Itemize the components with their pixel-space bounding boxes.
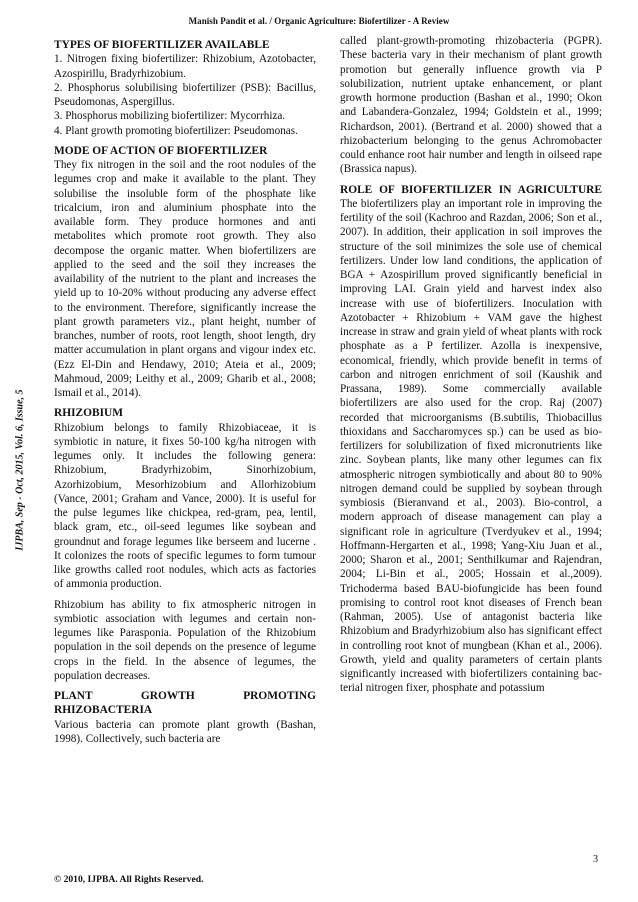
type-item-3: 3. Phosphorus mobilizing biofertilizer: Mycorrhiza. — [54, 110, 286, 123]
journal-sidebar — [8, 60, 32, 880]
types-heading: TYPES OF BIOFERTILIZER AVAILABLE — [54, 39, 270, 51]
copyright-footer: © 2010, IJPBA. All Rights Reserved. — [54, 874, 204, 885]
pgpr-continuation-paragraph: called plant-growth-promoting rhizobacteria (PGPR). These bacteria vary in their mechanism of plant growth promotion but generally influence growth via P solubilization, nutrient uptake enhancement, or plant growth hormone production (Bashan et al., 1990; Okon and Labandera-Gonzalez, 1994; Goldstein et al., 1999; Richardson, 2001). (Bertrand et al. 2000) showed that a rhizobacterium belonging to the genus Achromobacter could enhance root hair number and length in oilseed rape (Brassica napus). — [340, 35, 602, 176]
left-column — [54, 34, 316, 752]
role-paragraph: The biofertilizers play an important role in improving the fertility of the soil (Kachroo and Razdan, 2006; Son et al., 2007). In addition, their application in soil improves the structure of the soil minimizes the sole use of chemical fertilizers. Under low land conditions, the application of BGA + Azospirillum proved significantly beneficial in improving LAI. Grain yield and harvest index also increase with use of biofertilizers. Inoculation with Azotobacter + Rhizobium + VAM gave the highest increase in straw and grain yield of wheat plants with rock phosphate as a P fertilizer. Azolla is inexpensive, economical, friendly, which provide benefit in terms of carbon and nitrogen enrichment of soil (Kaushik and Prassana, 1989). Some commercially available biofertilizers are also used for the crop. Raj (2007) recorded that microorganisms (B.subtilis, Thiobacillus thioxidans and Saccharomyces sp.) can be used as bio-fertilizers for solubilization of fixed micronutrients like zinc. Soybean plants, like many other legumes can fix atmospheric nitrogen symbiotically and about 80 to 90% nitrogen demand could be supplied by soybean through symbiosis (Bieranvand et al., 2003). Bio-control, a modern approach of disease management can play a significant role in agriculture (Tverdyukev et al., 1994; Hoffmann-Hergarten et al., 1998; Yang-Xiu Juan et al., 2000; Sharon et al., 2001; Senthilkumar and Rajendran, 2004; Li-Bin et al., 2005; Hossain et al.,2009). Trichoderma based BAU-biofungicide has been found promising to control root knot diseases of French bean (Rahman, 2005). Use of antagonist bacteria like Rhizobium and Bradyrhizobium also has significant effect in controlling root knot of mungbean (Khan et al., 2006). Growth, yield and quality parameters of certain plants significantly increased with biofertilizers containing bac- terial nitrogen fixer, phosphate and potassium — [340, 197, 602, 695]
pgpr-paragraph: Various bacteria can promote plant growth (Bashan, 1998). Collectively, such bacteria are — [54, 718, 316, 745]
type-item-1: 1. Nitrogen fixing biofertilizer: Rhizobium, Azotobacter, Azospirillu, Bradyrhizobium. — [54, 53, 316, 80]
page-number: 3 — [593, 854, 598, 865]
type-item-4: 4. Plant growth promoting biofertilizer: Pseudomonas. — [54, 124, 298, 137]
journal-info: IJPBA, Sep - Oct, 2015, Vol. 6, Issue, 5 — [14, 389, 26, 551]
rhizobium-paragraph-1: Rhizobium belongs to family Rhizobiaceae, it is symbiotic in nature, it fixes 50-100 kg/ha nitrogen with legumes only. It includes the following genera: Rhizobium, Bradyrhizobim, Sinorhizobium, Azorhizobium, Mesorhizobium and Allorhizobium (Vance, 2001; Graham and Vance, 2000). It is useful for the pulse legumes like chickpea, red-gram, pea, lentil, black gram, etc., oil-seed legumes like soybean and groundnut and forage legumes like berseem and lucerne . It colonizes the roots of specific legumes to form tumour like growths called root nodules, which acts as factories of ammonia production. — [54, 421, 316, 591]
pgpr-heading: PLANT GROWTH PROMOTING RHIZOBACTERIA — [54, 690, 316, 717]
rhizobium-paragraph-2: Rhizobium has ability to fix atmospheric nitrogen in symbiotic association with legumes and certain non-legumes like Parasponia. Population of the Rhizobium population in the soil depends on the presence of legume crops in the field. In the absence of legumes, the population decreases. — [54, 598, 316, 682]
rhizobium-heading: RHIZOBIUM — [54, 407, 123, 420]
mode-of-action-paragraph: They fix nitrogen in the soil and the root nodules of the legumes crop and make it available to the plant. They solubilise the insoluble form of the phosphate like tricalcium, iron and aluminium phosphate into the available form. They produce hormones and anti metabolites which promote root growth. They also decompose the organic matter. When biofertilizers are applied to the seed and the soil they increases the availability of the nutrient to the plant and increases the yield up to 10-20% without producing any adverse effect to the environment. Therefore, significantly increase the plant growth parameters viz., plant height, number of branches, number of roots, root length, shoot length, dry matter accumulation in plant organs and vigour index etc. (Ezz El-Din and Hendawy, 2010; Ateia et al., 2009; Mahmoud, 2009; Leithy et al., 2009; Gharib et al., 2008; Ismail et al., 2014). — [54, 159, 316, 399]
role-heading: ROLE OF BIOFERTILIZER IN AGRICULTURE — [340, 183, 602, 196]
running-header: Manish Pandit et al. / Organic Agriculture: Biofertilizer - A Review — [188, 16, 450, 26]
mode-of-action-heading: MODE OF ACTION OF BIOFERTILIZER — [54, 144, 268, 157]
type-item-2: 2. Phosphorus solubilising biofertilizer (PSB): Bacillus, Pseudomonas, Aspergillus. — [54, 81, 316, 108]
right-column — [340, 34, 602, 702]
